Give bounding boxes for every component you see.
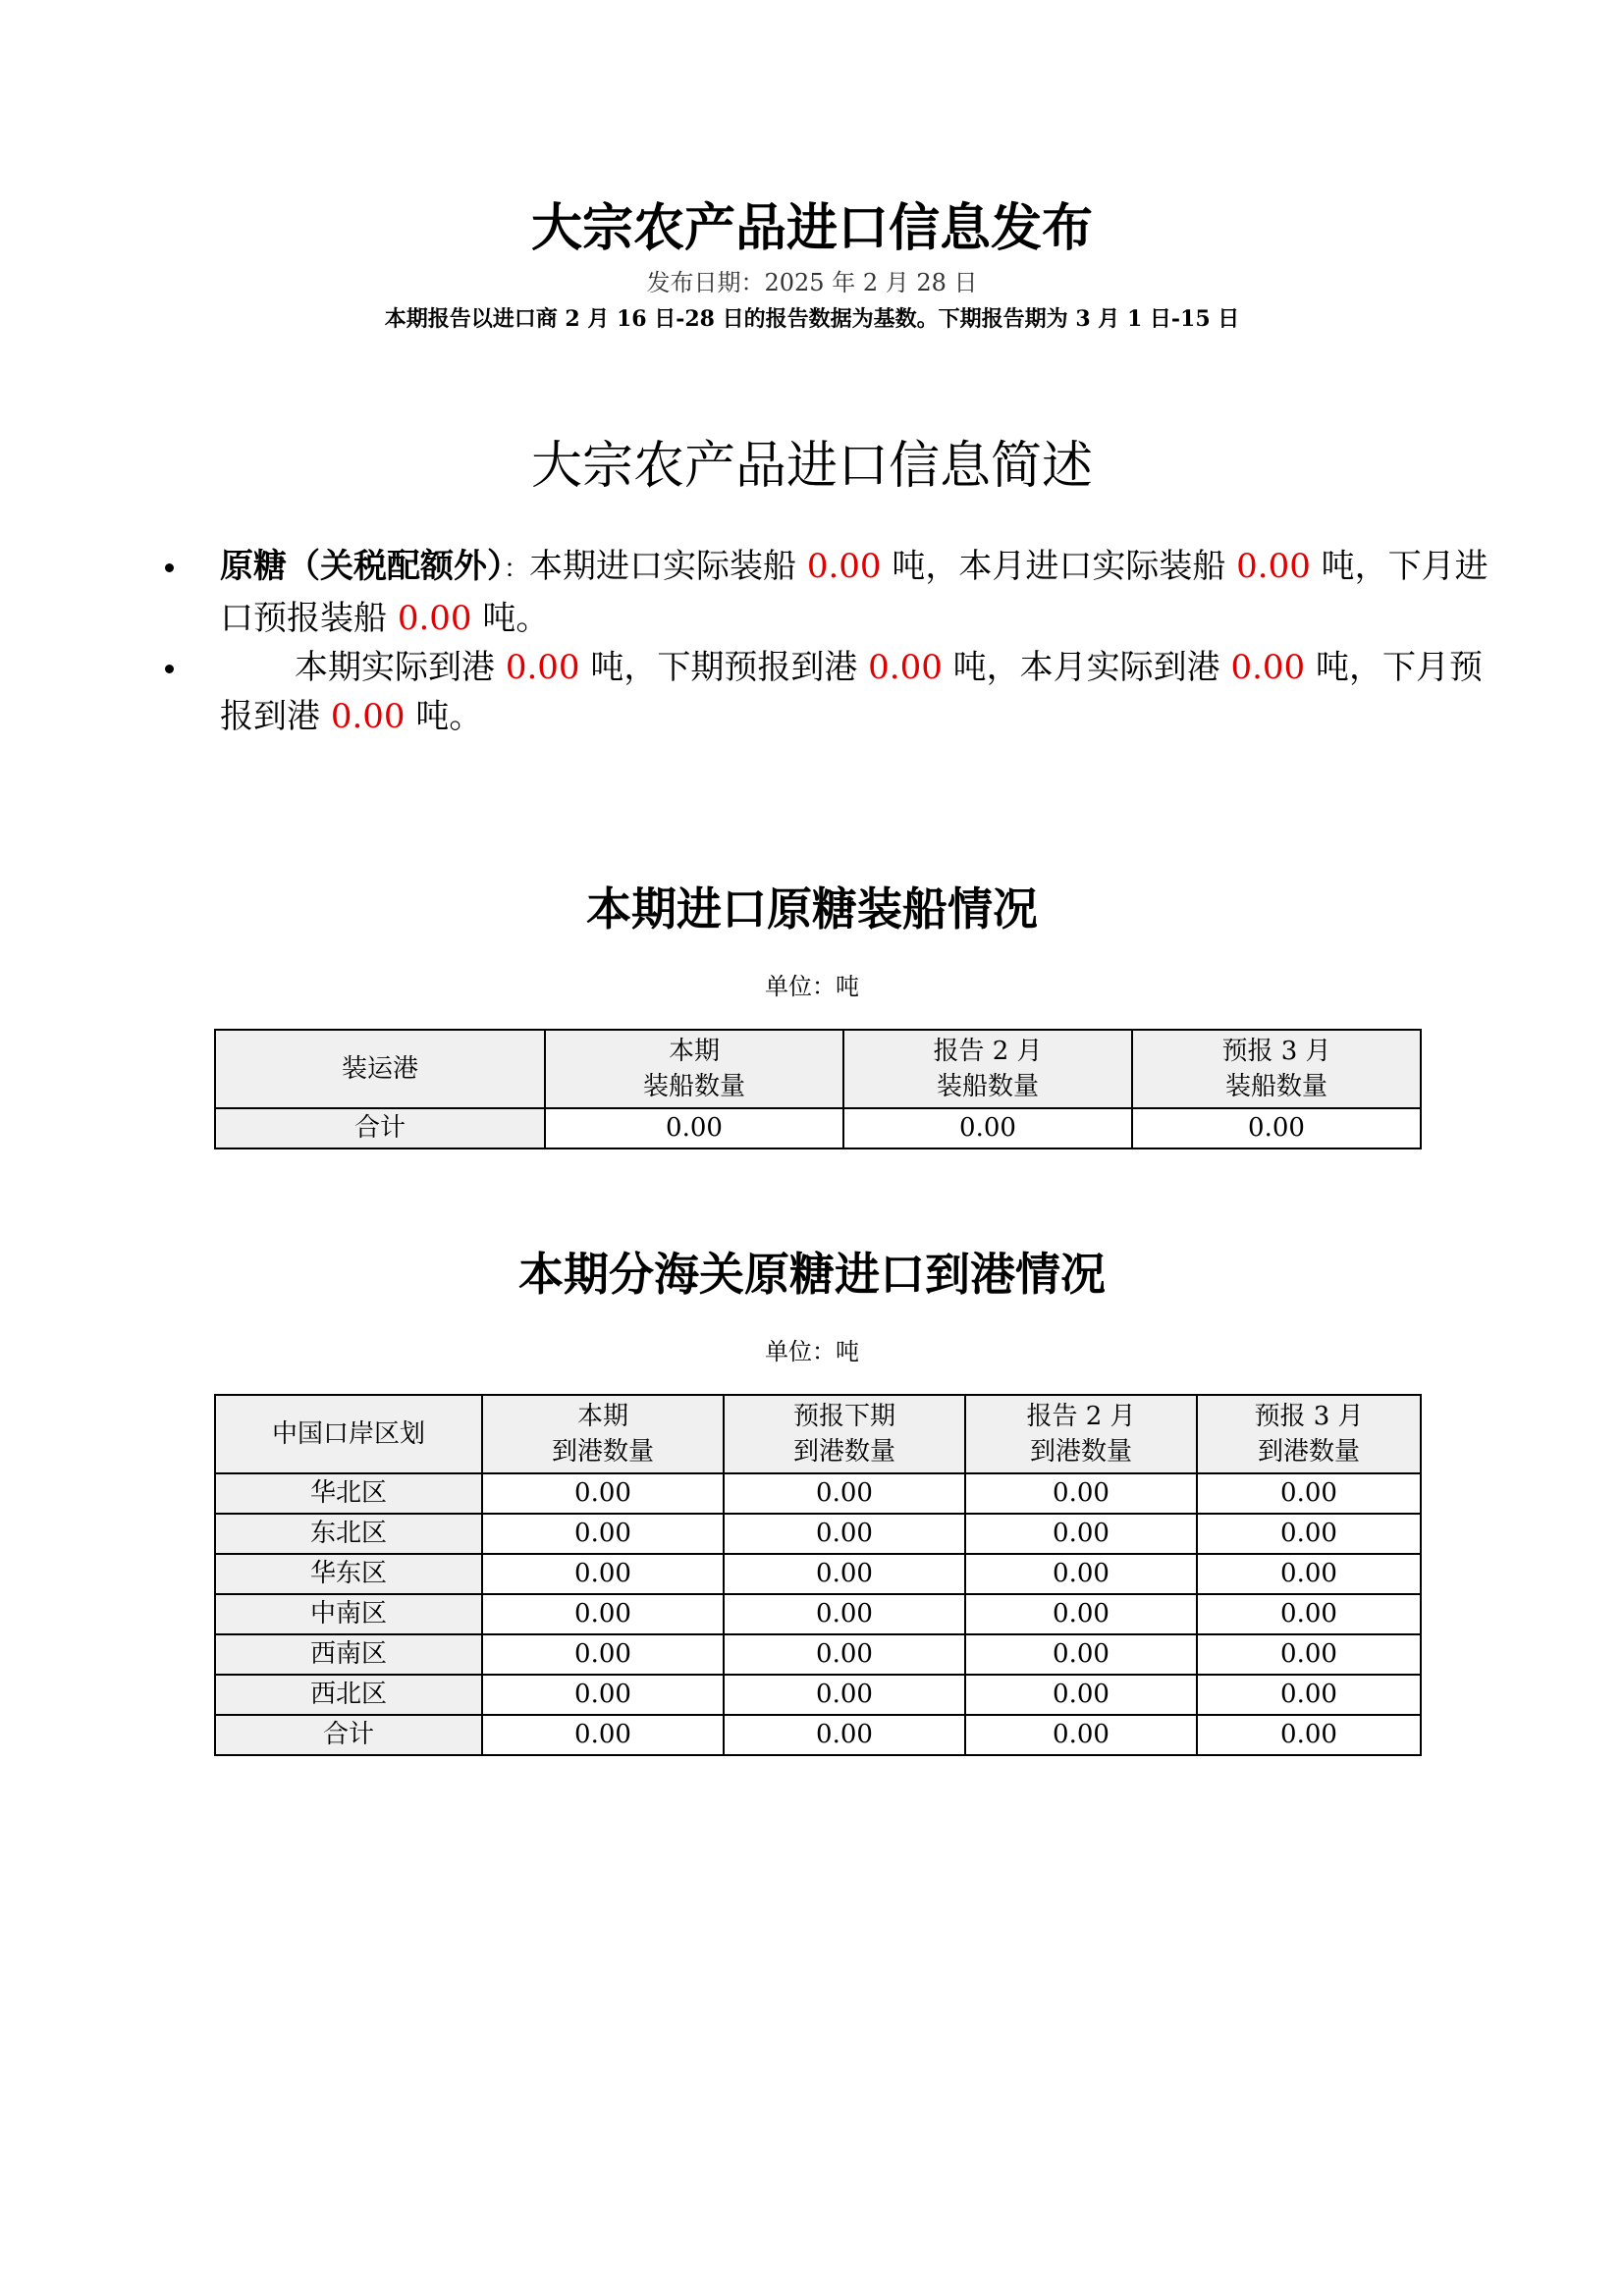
- table-row: [215, 1473, 1421, 1514]
- table-cell: 0.00: [1132, 1108, 1421, 1148]
- table-row: [215, 1675, 1421, 1715]
- report-period-note: 本期报告以进口商 2 月 16 日-28 日的报告数据为基数。下期报告期为 3 月 1 日-15 日: [384, 306, 1240, 332]
- table-cell: 0.00: [1197, 1715, 1421, 1755]
- table-cell: 0.00: [482, 1514, 724, 1554]
- column-header-current-shipped: 本期 装船数量: [545, 1030, 843, 1108]
- table-cell: 0.00: [1197, 1514, 1421, 1554]
- table-cell: 0.00: [482, 1473, 724, 1514]
- table-cell: 0.00: [724, 1554, 965, 1594]
- text: 本期实际到港: [295, 648, 506, 687]
- table-header-row: [215, 1030, 1421, 1108]
- table-row: [215, 1634, 1421, 1675]
- arrival-table: [214, 1394, 1422, 1756]
- table-cell: 0.00: [724, 1715, 965, 1755]
- column-header-next-period-arrival: 预报下期 到港数量: [724, 1395, 965, 1473]
- table-cell: 0.00: [545, 1108, 843, 1148]
- table-cell: 0.00: [965, 1715, 1197, 1755]
- table-row: [215, 1108, 1421, 1148]
- table-cell: 0.00: [724, 1675, 965, 1715]
- value-next-month-arrival: 0.00: [330, 697, 406, 736]
- table-cell: 0.00: [965, 1675, 1197, 1715]
- table-row: [215, 1594, 1421, 1634]
- publish-date: 发布日期：2025 年 2 月 28 日: [646, 269, 978, 296]
- table-cell: 0.00: [724, 1634, 965, 1675]
- text: 吨，下月进口预报装船: [220, 547, 1489, 638]
- column-header-mar-forecast: 预报 3 月 装船数量: [1132, 1030, 1421, 1108]
- table-cell: 0.00: [965, 1554, 1197, 1594]
- text: 吨，本月进口实际装船: [881, 547, 1237, 586]
- summary-list: [165, 542, 1510, 741]
- summary-item-shipment: [165, 542, 1510, 643]
- value-current-shipped: 0.00: [806, 547, 882, 586]
- table-header-row: [215, 1395, 1421, 1473]
- text: 本期进口实际装船: [529, 547, 807, 586]
- row-label: 中南区: [215, 1594, 482, 1634]
- row-label: 华东区: [215, 1554, 482, 1594]
- table-cell: 0.00: [965, 1634, 1197, 1675]
- arrival-unit-label: 单位：吨: [765, 1338, 859, 1365]
- arrival-section-title: 本期分海关原糖进口到港情况: [518, 1248, 1106, 1301]
- table-cell: 0.00: [1197, 1594, 1421, 1634]
- row-label: 合计: [215, 1108, 545, 1148]
- row-label: 西南区: [215, 1634, 482, 1675]
- row-label: 合计: [215, 1715, 482, 1755]
- shipment-table: [214, 1029, 1422, 1149]
- value-month-shipped: 0.00: [1236, 547, 1311, 586]
- table-cell: 0.00: [1197, 1675, 1421, 1715]
- row-label: 华北区: [215, 1473, 482, 1514]
- table-row: [215, 1554, 1421, 1594]
- column-header-mar-forecast: 预报 3 月 到港数量: [1197, 1395, 1421, 1473]
- summary-item-arrival: [165, 643, 1510, 741]
- table-cell: 0.00: [482, 1634, 724, 1675]
- table-cell: 0.00: [482, 1675, 724, 1715]
- page-title: 大宗农产品进口信息发布: [530, 198, 1093, 258]
- text: 吨，本月实际到港: [942, 648, 1231, 687]
- table-cell: 0.00: [724, 1514, 965, 1554]
- value-current-arrival: 0.00: [505, 648, 580, 687]
- table-cell: 0.00: [482, 1554, 724, 1594]
- shipment-section-title: 本期进口原糖装船情况: [586, 882, 1038, 935]
- table-cell: 0.00: [724, 1594, 965, 1634]
- text: 吨，下期预报到港: [579, 648, 869, 687]
- table-cell: 0.00: [965, 1514, 1197, 1554]
- row-label: 东北区: [215, 1514, 482, 1554]
- bullet-icon: [165, 665, 174, 673]
- row-label: 西北区: [215, 1675, 482, 1715]
- text: 吨，下月预报到港: [220, 648, 1483, 736]
- table-cell: 0.00: [965, 1473, 1197, 1514]
- colon: ：: [504, 555, 530, 584]
- table-row: [215, 1715, 1421, 1755]
- value-next-period-arrival: 0.00: [868, 648, 943, 687]
- value-month-arrival: 0.00: [1230, 648, 1306, 687]
- column-header-feb-arrival: 报告 2 月 到港数量: [965, 1395, 1197, 1473]
- table-cell: 0.00: [724, 1473, 965, 1514]
- table-cell: 0.00: [965, 1594, 1197, 1634]
- table-cell: 0.00: [843, 1108, 1132, 1148]
- table-cell: 0.00: [1197, 1634, 1421, 1675]
- table-cell: 0.00: [482, 1715, 724, 1755]
- bullet-icon: [165, 563, 174, 572]
- column-header-current-arrival: 本期 到港数量: [482, 1395, 724, 1473]
- shipment-unit-label: 单位：吨: [765, 973, 859, 1000]
- column-header-region: 中国口岸区划: [215, 1395, 482, 1473]
- table-cell: 0.00: [1197, 1554, 1421, 1594]
- value-next-month-forecast: 0.00: [397, 599, 472, 638]
- summary-title: 大宗农产品进口信息简述: [530, 437, 1093, 496]
- table-row: [215, 1514, 1421, 1554]
- text: 吨。: [405, 697, 483, 736]
- product-name: 原糖（关税配额外）: [220, 547, 504, 586]
- table-cell: 0.00: [1197, 1473, 1421, 1514]
- column-header-feb-shipped: 报告 2 月 装船数量: [843, 1030, 1132, 1108]
- column-header-port: 装运港: [215, 1030, 545, 1108]
- table-cell: 0.00: [482, 1594, 724, 1634]
- text: 吨。: [471, 599, 550, 638]
